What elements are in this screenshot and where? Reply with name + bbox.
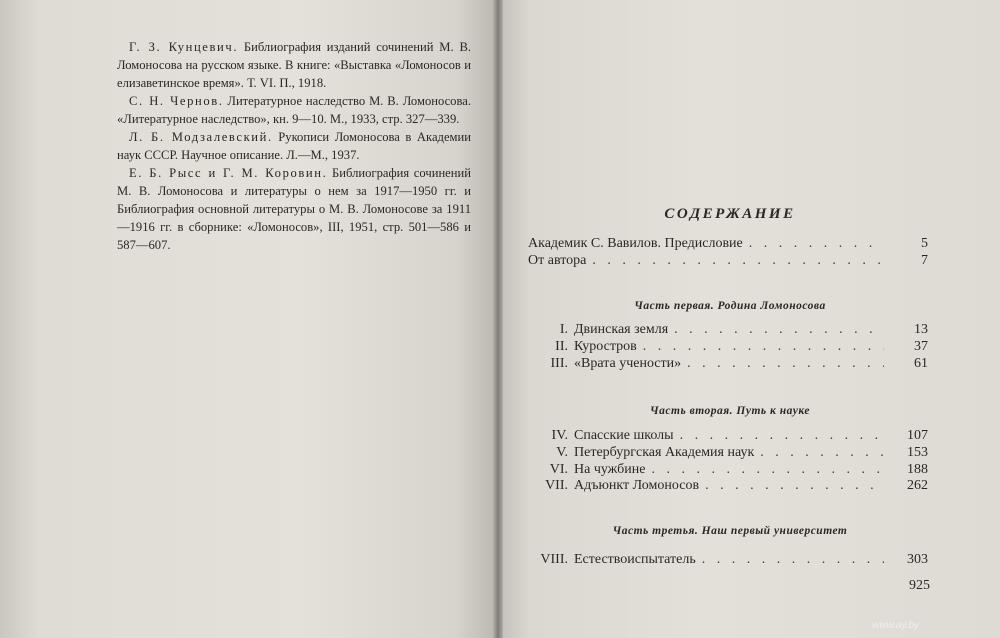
toc-chapter-number: I. <box>559 322 568 337</box>
part-heading: Часть первая. Родина Ломоносова <box>634 300 826 312</box>
bibliography <box>117 38 471 254</box>
toc-page: 5 <box>921 236 928 251</box>
toc-page: 303 <box>907 552 928 567</box>
toc-label: Академик С. Вавилов. Предисловие <box>528 236 743 251</box>
toc-label: Адъюнкт Ломоносов <box>574 478 700 493</box>
toc-page: 153 <box>907 445 928 460</box>
toc-row <box>512 550 928 570</box>
toc-row <box>528 354 928 374</box>
contents-title: СОДЕРЖАНИЕ <box>664 206 796 222</box>
toc-leader <box>705 476 884 496</box>
toc-label: Куростров <box>574 339 637 354</box>
bibliography-entry: Е. Б. Рысс и Г. М. Коровин. Библиография сочинений М. В. Ломоносова и литературы о нем за 1917—1950 гг. и Библиография основной литературы о М. В. Ломоносове за 1911—1916 гг. в сборнике: «Ломоносов», III, 1951, стр. 501—586 и 587—607. <box>117 166 471 252</box>
toc-label: Двинская земля <box>574 322 669 337</box>
toc-chapter-number: V. <box>556 445 568 460</box>
toc-label: Петербургская Академия наук <box>574 445 755 460</box>
toc-chapter-number: VIII. <box>540 552 568 567</box>
toc-row <box>528 476 928 496</box>
toc-page: 7 <box>921 253 928 268</box>
bibliography-entry: С. Н. Чернов. Литературное наследство М. В. Ломоносова. «Литературное наследство», кн. 9—10. М., 1933, стр. 327—339. <box>117 94 471 126</box>
toc-label: От автора <box>528 253 587 268</box>
toc-chapter-number: IV. <box>551 428 568 443</box>
toc-page: 188 <box>907 462 928 477</box>
book-gutter <box>493 0 503 638</box>
toc-label: Спасские школы <box>574 428 674 443</box>
bibliography-entry: Л. Б. Модзалевский. Рукописи Ломоносова в Академии наук СССР. Научное описание. Л.—М., 1937. <box>117 130 471 162</box>
bibliography-entry: Г. З. Кунцевич. Библиография изданий сочинений М. В. Ломоносова на русском языке. В книге: «Выставка «Ломоносов и елизаветинское время». Т. VI. П., 1918. <box>117 40 471 90</box>
toc-chapter-number: III. <box>550 356 568 371</box>
toc-leader <box>687 354 884 374</box>
right-page <box>500 0 1000 638</box>
toc-label: На чужбине <box>574 462 646 477</box>
toc-chapter-number: VII. <box>545 478 568 493</box>
toc-leader <box>702 550 884 570</box>
toc-page: 107 <box>907 428 928 443</box>
toc-page: 61 <box>914 356 928 371</box>
toc-leader <box>592 251 884 271</box>
site-watermark: www.ay.by <box>872 620 920 631</box>
toc-label: «Врата учености» <box>574 356 682 371</box>
toc-page: 13 <box>914 322 928 337</box>
toc-row <box>528 251 928 271</box>
part-heading: Часть третья. Наш первый университет <box>612 525 848 537</box>
toc-label: Естествоиспытатель <box>574 552 696 567</box>
part-heading: Часть вторая. Путь к науке <box>650 405 810 417</box>
toc-chapter-number: VI. <box>549 462 568 477</box>
page-number: 925 <box>909 578 930 593</box>
toc-page: 262 <box>907 478 928 493</box>
toc-page: 37 <box>914 339 928 354</box>
toc-chapter-number: II. <box>555 339 568 354</box>
